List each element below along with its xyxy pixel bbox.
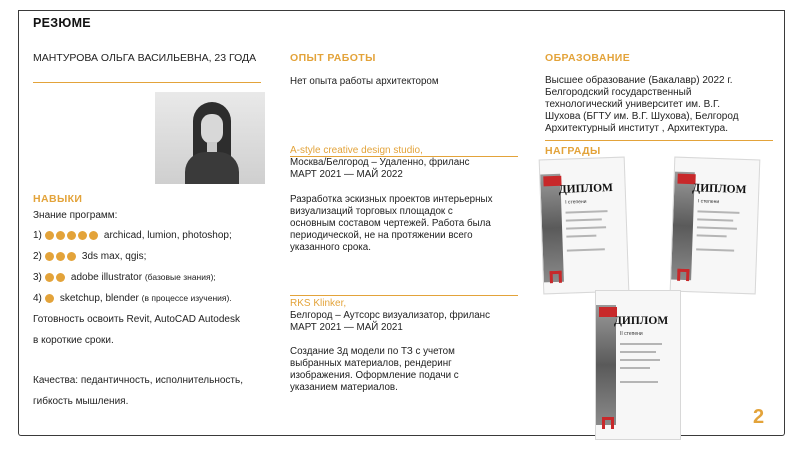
no-experience-text: Нет опыта работы архитектором <box>290 76 439 87</box>
job-divider <box>290 295 518 296</box>
level-dot-icon <box>56 231 65 240</box>
job-entry <box>290 145 470 181</box>
education-heading: ОБРАЗОВАНИЕ <box>545 52 631 64</box>
skill-item: 3) adobe illustrator (базовые знания); <box>33 272 216 283</box>
level-dot-icon <box>89 231 98 240</box>
job-period: МАРТ 2021 — МАЙ 2021 <box>290 322 403 333</box>
job-company: A-style creative design studio, <box>290 145 423 156</box>
diploma-image: ДИПЛОМ II степени <box>595 290 681 440</box>
candidate-name: МАНТУРОВА ОЛЬГА ВАСИЛЬЕВНА, 23 ГОДА <box>33 52 257 64</box>
level-dot-icon <box>45 231 54 240</box>
skill-item: 2) 3ds max, qgis; <box>33 251 147 262</box>
education-text: Высшее образование (Бакалавр) 2022 г. Белгородский государственный технологический университет им. В.Г. Шухова (БГТУ им. В.Г. Шухова), Белгород Архитектурный институт , Архитектура. <box>545 75 739 134</box>
candidate-photo <box>155 92 265 184</box>
job-role: Белгород – Аутсорс визуализатор, фриланс <box>290 310 490 321</box>
job-divider <box>290 156 518 157</box>
job-period: МАРТ 2021 — МАЙ 2022 <box>290 169 403 180</box>
job-role: Москва/Белгород – Удаленно, фриланс <box>290 157 470 168</box>
job-company: RKS Klinker, <box>290 298 347 309</box>
readiness-text: Готовность освоить Revit, AutoCAD Autodesk <box>33 314 240 325</box>
education-divider <box>545 140 773 141</box>
level-dot-icon <box>45 252 54 261</box>
experience-heading: ОПЫТ РАБОТЫ <box>290 52 376 64</box>
job-description: Разработка эскизных проектов интерьерных визуализаций торговых площадок с основным составом чертежей. Работа была периодической, не на протяжении всего указанного срока. <box>290 194 493 253</box>
level-dot-icon <box>67 231 76 240</box>
level-dot-icon <box>45 273 54 282</box>
level-dot-icon <box>78 231 87 240</box>
diploma-image: ДИПЛОМ I степени <box>539 157 630 295</box>
programs-label: Знание программ: <box>33 210 118 221</box>
job-description: Создание 3д модели по ТЗ с учетом выбранных материалов, рендеринг изображения. Оформление подачи с указанием материалов. <box>290 346 459 393</box>
readiness-text: в короткие сроки. <box>33 335 114 346</box>
page-number: 2 <box>753 406 765 428</box>
name-divider <box>33 82 261 83</box>
skills-list <box>33 225 240 351</box>
skill-item: 1) archicad, lumion, photoshop; <box>33 230 232 241</box>
awards-heading: НАГРАДЫ <box>545 145 601 157</box>
level-dot-icon <box>56 273 65 282</box>
level-dot-icon <box>67 252 76 261</box>
diploma-image: ДИПЛОМ I степени <box>670 157 761 295</box>
level-dot-icon <box>45 294 54 303</box>
job-entry <box>290 298 490 334</box>
page-frame-top <box>18 10 785 11</box>
skills-heading: НАВЫКИ <box>33 193 83 205</box>
skill-item: 4) sketchup, blender (в процессе изучения). <box>33 293 232 304</box>
level-dot-icon <box>56 252 65 261</box>
page-title: РЕЗЮМЕ <box>33 16 91 30</box>
qualities-text: Качества: педантичность, исполнительность, гибкость мышления. <box>33 375 243 407</box>
